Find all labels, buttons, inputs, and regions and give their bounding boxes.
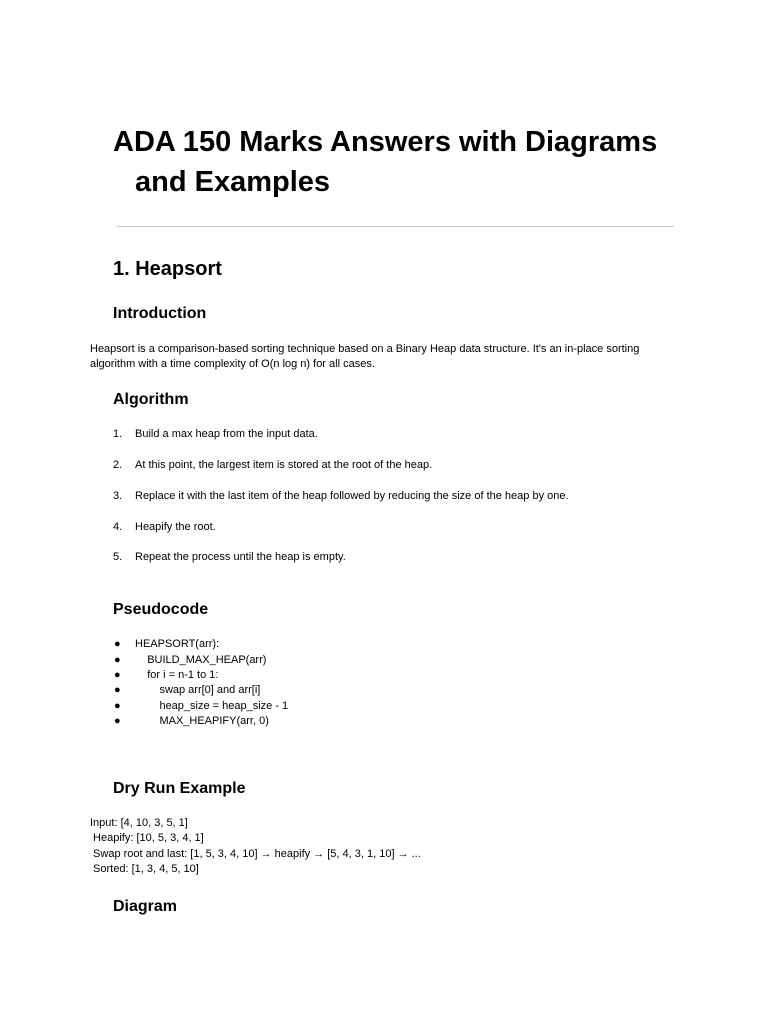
horizontal-divider [117,226,674,227]
list-item: At this point, the largest item is stored at the root of the heap. [135,459,433,471]
pseudocode-line: BUILD_MAX_HEAP(arr) [135,654,267,666]
subheading-algorithm: Algorithm [113,391,189,408]
bullet-icon: ● [114,684,121,696]
pseudocode-line: HEAPSORT(arr): [135,638,220,650]
dry-run-line: Heapify: [10, 5, 3, 4, 1] [90,832,204,844]
dry-run-line: Swap root and last: [1, 5, 3, 4, 10] → heapify → [5, 4, 3, 1, 10] → ... [90,848,421,860]
list-item: Replace it with the last item of the heap followed by reducing the size of the heap by one. [135,490,569,502]
dry-run-line: Sorted: [1, 3, 4, 5, 10] [90,863,199,875]
list-item-number: 2. [113,459,123,471]
bullet-icon: ● [114,669,121,681]
list-item-number: 4. [113,521,123,533]
document-title-line-2: and Examples [135,166,331,198]
pseudocode-line: swap arr[0] and arr[i] [135,684,261,696]
list-item-number: 5. [113,551,123,563]
section-heading-heapsort: 1. Heapsort [113,258,222,280]
dry-run-line: Input: [4, 10, 3, 5, 1] [90,817,188,829]
subheading-pseudocode: Pseudocode [113,601,209,618]
list-item-number: 3. [113,490,123,502]
list-item: Repeat the process until the heap is empty. [135,551,346,563]
subheading-introduction: Introduction [113,305,207,322]
subheading-dry-run-example: Dry Run Example [113,780,246,797]
intro-paragraph: Heapsort is a comparison-based sorting technique based on a Binary Heap data structure. It's an in-place sorting algorithm with a time complexity of O(n log n) for all cases. [90,343,640,370]
bullet-icon: ● [114,654,121,666]
bullet-icon: ● [114,638,121,650]
list-item: Heapify the root. [135,521,216,533]
list-item-number: 1. [113,428,123,440]
bullet-icon: ● [114,715,121,727]
bullet-icon: ● [114,700,121,712]
pseudocode-line: heap_size = heap_size - 1 [135,700,289,712]
document-title [113,122,713,202]
subheading-diagram: Diagram [113,898,178,915]
document-title-line-1: ADA 150 Marks Answers with Diagrams [113,126,658,158]
list-item: Build a max heap from the input data. [135,428,318,440]
pseudocode-line: for i = n-1 to 1: [135,669,219,681]
pseudocode-line: MAX_HEAPIFY(arr, 0) [135,715,269,727]
